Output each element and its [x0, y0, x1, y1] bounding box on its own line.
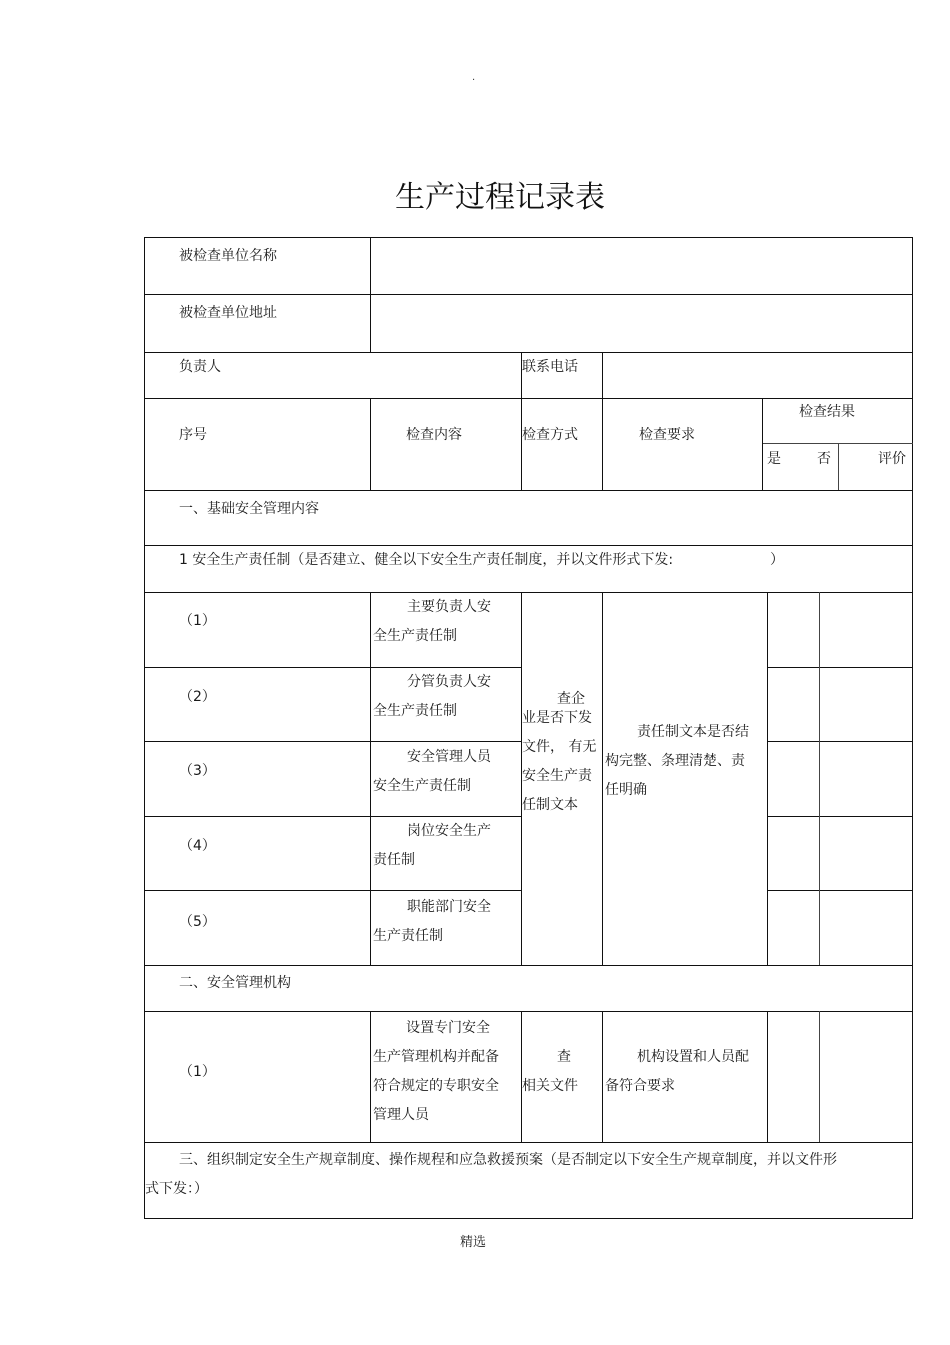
col-divider	[602, 398, 603, 490]
row-content: 安全生产责任制	[373, 778, 471, 794]
row-divider	[145, 741, 521, 742]
col-divider	[767, 592, 768, 965]
row-divider	[145, 352, 913, 353]
col-divider	[370, 592, 371, 965]
section-1-method: 查企	[557, 691, 585, 707]
col-divider	[819, 1011, 820, 1142]
col-requirement: 检查要求	[639, 427, 695, 443]
section-1-requirement: 责任制文本是否结构完整、条理清楚、责任明确	[605, 724, 749, 798]
col-divider	[602, 592, 603, 965]
section-2-requirement: 机构设置和人员配备符合要求	[605, 1049, 749, 1094]
row-content: 职能部门安全	[407, 899, 491, 915]
section-2-title: 二、安全管理机构	[179, 975, 291, 991]
col-content: 检查内容	[406, 427, 462, 443]
col-divider	[838, 443, 839, 490]
col-yes: 是	[767, 451, 781, 467]
row-divider	[145, 816, 521, 817]
row-divider	[767, 816, 913, 817]
row-divider	[767, 890, 913, 891]
row-content: 主要负责人安	[407, 599, 491, 615]
row-seq: （5）	[179, 914, 216, 930]
unit-address-label: 被检查单位地址	[179, 305, 277, 321]
row-content: 全生产责任制	[373, 703, 457, 719]
row-divider	[145, 667, 521, 668]
col-divider	[370, 398, 371, 490]
page-footer: 精选	[459, 1235, 486, 1250]
col-no: 否	[817, 451, 831, 467]
leader-label: 负责人	[179, 359, 221, 375]
record-table	[144, 237, 913, 1219]
section-1-subtitle: 1 安全生产责任制（是否建立、健全以下安全生产责任制度，并以文件形式下发:	[179, 552, 674, 568]
section-1-title: 一、基础安全管理内容	[179, 501, 319, 517]
col-seq: 序号	[179, 427, 207, 443]
row-seq: （1）	[179, 1064, 216, 1080]
phone-label: 联系电话	[522, 359, 578, 375]
header-mark: .	[472, 72, 476, 83]
row-divider	[145, 1142, 913, 1143]
row-content: 生产责任制	[373, 928, 443, 944]
row-seq: （2）	[179, 689, 216, 705]
row-divider	[767, 741, 913, 742]
section-2-method: 查相关文件	[522, 1049, 578, 1094]
col-divider	[762, 398, 763, 490]
col-method: 检查方式	[522, 427, 578, 443]
row-content: 责任制	[373, 852, 415, 868]
page-title: 生产过程记录表	[395, 180, 605, 215]
row-divider	[145, 890, 521, 891]
col-divider	[370, 238, 371, 353]
row-divider	[145, 398, 913, 399]
col-divider	[767, 1011, 768, 1142]
col-divider	[370, 1011, 371, 1142]
row-content: 设置专门安全生产管理机构并配备符合规定的专职安全管理人员	[373, 1020, 499, 1123]
row-divider	[145, 545, 913, 546]
row-content: 安全管理人员	[407, 749, 491, 765]
col-evaluation: 评价	[878, 451, 906, 467]
row-divider	[145, 592, 913, 593]
col-divider	[602, 353, 603, 398]
col-result: 检查结果	[799, 404, 855, 420]
col-divider	[819, 592, 820, 965]
row-divider	[145, 965, 913, 966]
section-3-title: 三、组织制定安全生产规章制度、操作规程和应急救援预案（是否制定以下安全生产规章制度，并以文件形式下发：）	[145, 1152, 837, 1197]
row-divider	[145, 294, 913, 295]
col-divider	[602, 1011, 603, 1142]
row-divider	[145, 1011, 913, 1012]
row-seq: （3）	[179, 763, 216, 779]
row-seq: （1）	[179, 613, 216, 629]
section-1-method: 业是否下发文件， 有无安全生产责任制文本	[522, 710, 597, 813]
row-seq: （4）	[179, 838, 216, 854]
unit-name-label: 被检查单位名称	[179, 248, 277, 264]
row-content: 全生产责任制	[373, 628, 457, 644]
row-content: 分管负责人安	[407, 674, 491, 690]
row-divider	[767, 667, 913, 668]
row-content: 岗位安全生产	[407, 823, 491, 839]
section-1-subtitle-close: ）	[770, 552, 784, 568]
row-divider	[145, 490, 913, 491]
